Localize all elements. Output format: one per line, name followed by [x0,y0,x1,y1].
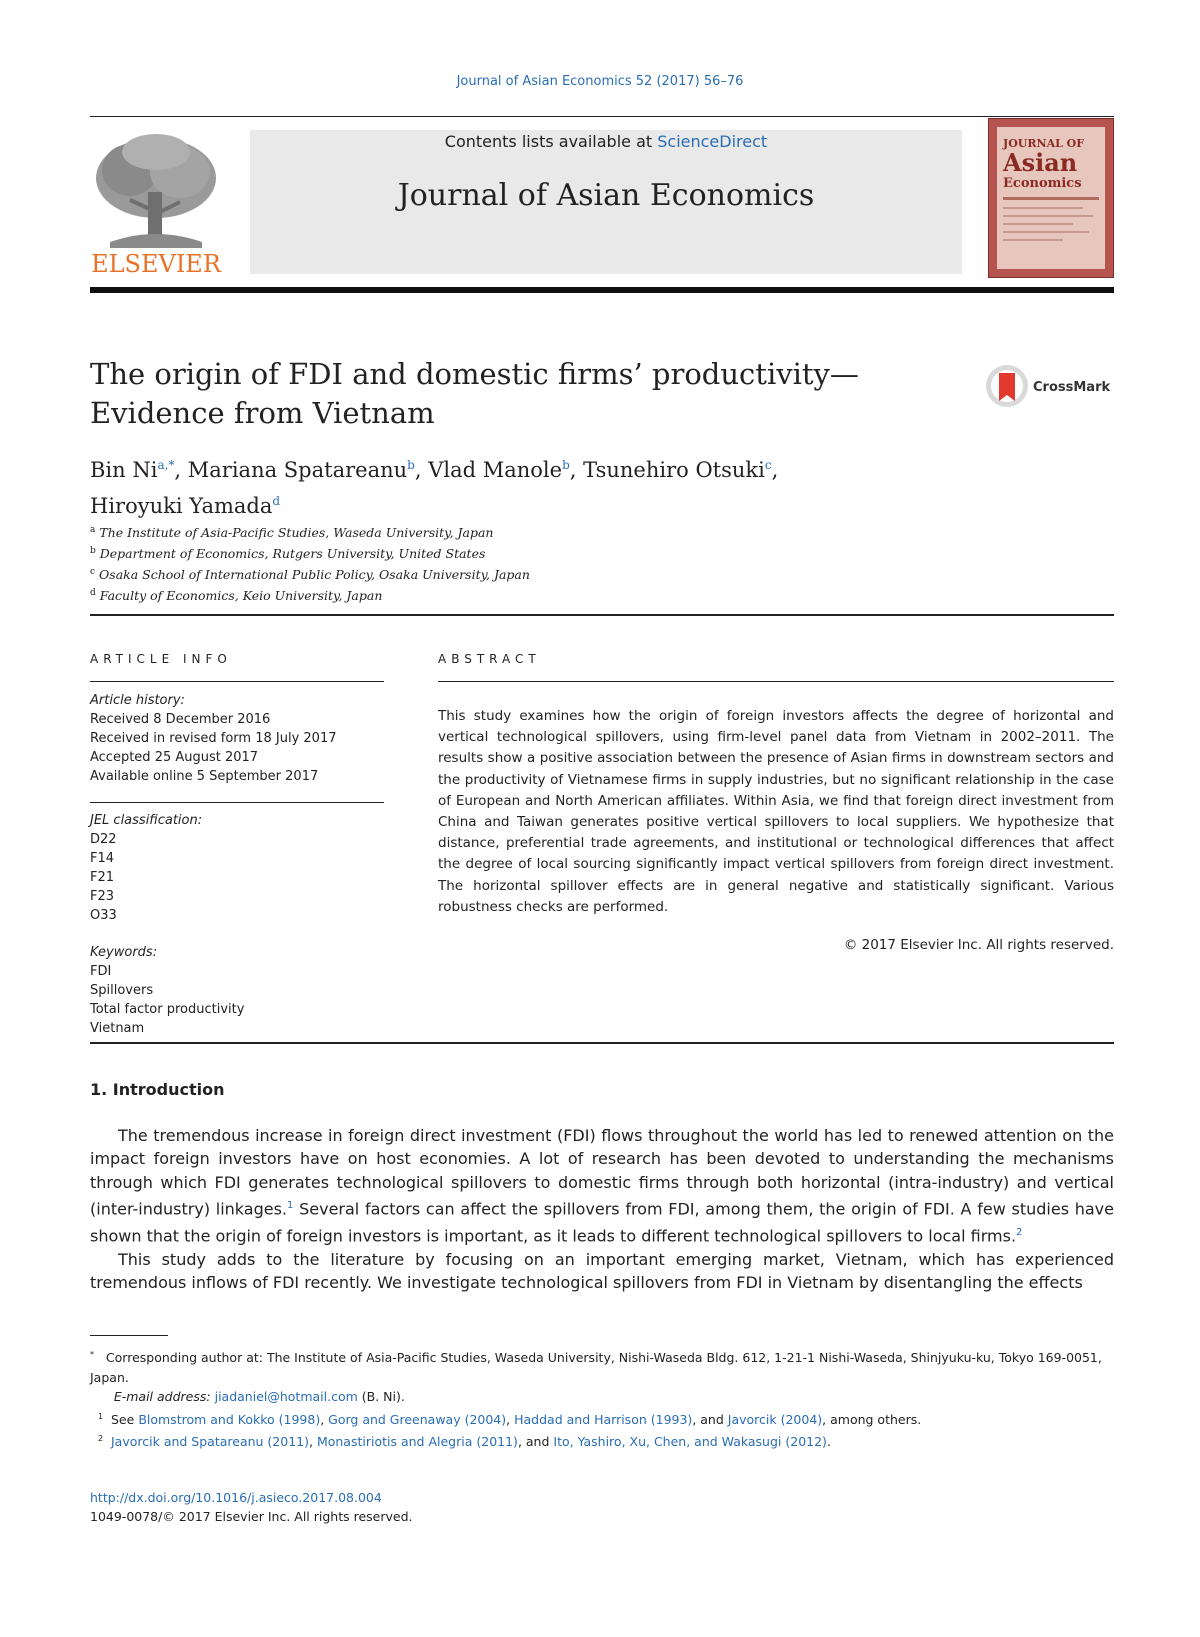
body-text [90,1124,1114,1295]
abstract-text: This study examines how the origin of foreign investors affects the degree of horizontal and vertical technological spillovers, using firm-level panel data from Vietnam in 2002–2011. The results show a positive association between the presence of Asian firms in downstream sectors and the productivity of Vietnamese firms in supply industries, but no significant relationship in the case of European and North American affiliates. Within Asia, we find that foreign direct investment from China and Taiwan generates positive vertical spillovers to local suppliers. We hypothesize that distance, preferential trade agreements, and institutional or technological differences that affect the degree of local sourcing significantly impact vertical spillovers from foreign direct investment. The horizontal spillover effects are in general negative and statistically significant. Various robustness checks are performed. [438,708,1114,915]
contents-prefix: Contents lists available at [444,132,658,151]
affiliation-b: $^b$ Department of Economics, Rutgers University, United States [90,546,486,562]
author-3[interactable]: Tsunehiro Otsuki$^c$, [583,458,779,482]
title-rule [90,614,1114,616]
svg-text:CrossMark: CrossMark [1033,380,1111,395]
jel-classification [90,811,384,925]
paragraph: The tremendous increase in foreign direct investment (FDI) flows throughout the world has led to renewed attention on the impact foreign investors have on host economies. A lot of research has been devoted to understanding the mechanisms through which FDI generates technological spillovers to domestic firms through both horizontal (intra-industry) and vertical (inter-industry) linkages.$^1$ Several factors can affect the spillovers from FDI, among them, the origin of FDI. A few studies have shown that the origin of foreign investors is important, as it leads to different technological spillovers to local firms.$^2$ [90,1126,1114,1246]
header-thick-rule [90,287,1114,293]
elsevier-logo [90,130,222,278]
elsevier-wordmark: ELSEVIER [91,250,221,278]
history-item: Accepted 25 August 2017 [90,750,259,765]
footnote-ref-1[interactable]: 1 [287,1200,294,1212]
footnote-2: $^2$ Javorcik and Spatareanu (2011), Monastiriotis and Alegria (2011), and Ito, Yashiro, Xu, Chen, and Wakasugi (2012). [97,1434,831,1450]
author-0[interactable]: Bin $Ni^{a,*}$, [90,458,188,482]
affiliation-a: $^a$ The Institute of Asia-Pacific Studies, Waseda University, Japan [90,525,494,541]
abstract-rule [438,681,1114,682]
info-rule [90,802,384,803]
sciencedirect-link[interactable]: ScienceDirect [657,132,768,151]
crossmark-badge[interactable] [985,363,1113,409]
copyright-notice: © 2017 Elsevier Inc. All rights reserved. [843,937,1114,953]
svg-text:Asian: Asian [1003,148,1078,177]
journal-cover-thumbnail[interactable] [988,118,1114,278]
abstract-bottom-rule [90,1042,1114,1044]
svg-text:Economics: Economics [1003,176,1082,191]
section-heading-introduction: 1. Introduction [90,1080,225,1099]
keyword: FDI [90,964,112,979]
history-item: Received in revised form 18 July 2017 [90,731,337,746]
contents-line [250,132,962,151]
crossmark-icon [985,363,1113,409]
paragraph: This study adds to the literature by focusing on an important emerging market, Vietnam, which has experienced tremendous inflows of FDI recently. We investigate technological spillovers from FDI in Vietnam by disentangling the effects [90,1249,1114,1293]
journal-name[interactable]: Journal of Asian Economics [397,178,815,213]
jel-code: O33 [90,908,117,923]
jel-code: F14 [90,851,115,866]
article-info-heading: ARTICLE INFO [90,652,232,666]
author-2[interactable]: Vlad Manole$^b$, [428,458,584,482]
elsevier-tree-icon [90,130,222,278]
history-item: Available online 5 September 2017 [90,769,319,784]
citation-link[interactable]: Javorcik and Spatareanu (2011) [111,1434,309,1450]
affiliations [90,521,990,606]
footnote-email: E-mail address: jiadaniel@hotmail.com (B. Ni). [113,1389,405,1405]
article-history [90,691,384,786]
citation-link[interactable]: Ito, Yashiro, Xu, Chen, and Wakasugi (2012) [553,1434,827,1450]
journal-banner [250,130,962,274]
citation-link[interactable]: Haddad and Harrison (1993) [514,1411,693,1427]
cover-art [997,127,1105,269]
citation-link[interactable]: Monastiriotis and Alegria (2011) [316,1434,518,1450]
author-1[interactable]: Mariana Spatareanu$^b$, [187,458,429,482]
footnote-1: $^1$ See Blomstrom and Kokko (1998), Gorg and Greenaway (2004), Haddad and Harrison (1993), and Javorcik (2004), among others. [97,1411,922,1427]
author-list [90,450,970,522]
info-rule [90,681,384,682]
affiliation-d: $^d$ Faculty of Economics, Keio University, Japan [90,588,383,604]
footnote-corresponding: * Corresponding author at: The Institute of Asia-Pacific Studies, Waseda University, Nishi-Waseda Bldg. 612, 1-21-1 Nishi-Waseda, Shinjyuku-ku, Tokyo 169-0051, Japan. [90,1350,1102,1385]
cover-page [997,127,1105,269]
abstract-heading: ABSTRACT [438,652,541,666]
jel-code: D22 [90,832,117,847]
keyword: Spillovers [90,983,154,998]
jel-label: JEL classification: [90,813,203,828]
journal-reference[interactable]: Journal of Asian Economics 52 (2017) 56–76 [456,74,744,89]
article-title: The origin of FDI and domestic firms’ productivity—Evidence from Vietnam [90,357,859,430]
history-item: Received 8 December 2016 [90,712,271,727]
author-4[interactable]: Hiroyuki Yamada$^d$ [90,494,281,518]
citation-link[interactable]: Javorcik (2004) [727,1411,823,1427]
footnote-ref-2[interactable]: 2 [1016,1226,1023,1238]
issn-line: 1049-0078/© 2017 Elsevier Inc. All rights reserved. [90,1509,413,1524]
history-label: Article history: [90,693,185,708]
citation-link[interactable]: Blomstrom and Kokko (1998) [138,1411,321,1427]
affiliation-c: $^c$ Osaka School of International Public Policy, Osaka University, Japan [90,567,530,583]
doi-link[interactable]: http://dx.doi.org/10.1016/j.asieco.2017.08.004 [90,1490,382,1505]
page-footer [90,1488,690,1526]
keyword: Vietnam [90,1021,145,1036]
jel-code: F21 [90,870,115,885]
keywords [90,943,384,1038]
citation-link[interactable]: Gorg and Greenaway (2004) [328,1411,507,1427]
keywords-label: Keywords: [90,945,158,960]
footnote-rule [90,1335,168,1336]
footnotes [90,1345,1114,1452]
top-rule [90,116,1114,117]
svg-text:JOURNAL OF: JOURNAL OF [1003,137,1085,150]
keyword: Total factor productivity [90,1002,245,1017]
jel-code: F23 [90,889,115,904]
email-link[interactable]: jiadaniel@hotmail.com [214,1389,358,1405]
